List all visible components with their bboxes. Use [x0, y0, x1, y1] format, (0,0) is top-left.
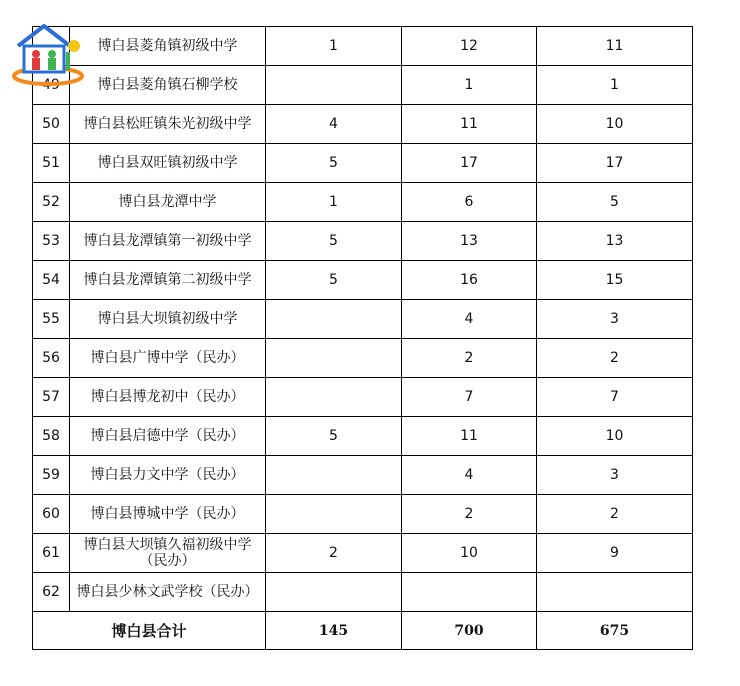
school-name: 博白县广博中学（民办） [70, 339, 266, 378]
table-row [33, 144, 693, 183]
row-index: 61 [33, 534, 70, 573]
table-row [33, 222, 693, 261]
value-c: 10 [537, 105, 693, 144]
value-c: 3 [537, 456, 693, 495]
table-row [33, 105, 693, 144]
school-name: 博白县松旺镇朱光初级中学 [70, 105, 266, 144]
value-c [537, 573, 693, 612]
value-a: 2 [266, 534, 402, 573]
table-row [33, 339, 693, 378]
school-name: 博白县菱角镇初级中学 [70, 27, 266, 66]
row-index: 56 [33, 339, 70, 378]
school-name: 博白县大坝镇初级中学 [70, 300, 266, 339]
row-index: 58 [33, 417, 70, 456]
value-c: 2 [537, 495, 693, 534]
value-b: 12 [402, 27, 537, 66]
table-row [33, 261, 693, 300]
row-index: 57 [33, 378, 70, 417]
row-index: 52 [33, 183, 70, 222]
value-b [402, 573, 537, 612]
value-c: 5 [537, 183, 693, 222]
value-a [266, 495, 402, 534]
value-b: 11 [402, 417, 537, 456]
row-index: 54 [33, 261, 70, 300]
school-name: 博白县大坝镇久福初级中学（民办） [70, 534, 266, 573]
value-a: 4 [266, 105, 402, 144]
total-row [33, 612, 693, 650]
table-row [33, 534, 693, 573]
value-c: 2 [537, 339, 693, 378]
school-name: 博白县博龙初中（民办） [70, 378, 266, 417]
value-b: 10 [402, 534, 537, 573]
row-index: 55 [33, 300, 70, 339]
row-index: 60 [33, 495, 70, 534]
table-row [33, 495, 693, 534]
school-name: 博白县博城中学（民办） [70, 495, 266, 534]
row-index: 51 [33, 144, 70, 183]
value-c: 15 [537, 261, 693, 300]
value-b: 13 [402, 222, 537, 261]
value-a: 5 [266, 417, 402, 456]
value-a: 5 [266, 144, 402, 183]
value-c: 13 [537, 222, 693, 261]
row-index: 49 [33, 66, 70, 105]
site-logo [8, 16, 90, 90]
table-row [33, 66, 693, 105]
value-c: 11 [537, 27, 693, 66]
school-name: 博白县双旺镇初级中学 [70, 144, 266, 183]
school-name: 博白县龙潭中学 [70, 183, 266, 222]
row-index: 50 [33, 105, 70, 144]
school-name: 博白县力文中学（民办） [70, 456, 266, 495]
value-b: 2 [402, 339, 537, 378]
value-c: 7 [537, 378, 693, 417]
table-row [33, 573, 693, 612]
value-c: 10 [537, 417, 693, 456]
value-a: 5 [266, 261, 402, 300]
value-a [266, 378, 402, 417]
table-row [33, 300, 693, 339]
row-index: 62 [33, 573, 70, 612]
value-a: 5 [266, 222, 402, 261]
total-label: 博白县合计 [33, 612, 266, 650]
school-name: 博白县龙潭镇第一初级中学 [70, 222, 266, 261]
school-name: 博白县菱角镇石柳学校 [70, 66, 266, 105]
school-name: 博白县启德中学（民办） [70, 417, 266, 456]
value-c: 1 [537, 66, 693, 105]
table-row [33, 378, 693, 417]
total-a: 145 [266, 612, 402, 650]
value-c: 3 [537, 300, 693, 339]
table-row [33, 417, 693, 456]
school-stats-table [32, 26, 693, 650]
value-b: 17 [402, 144, 537, 183]
value-b: 4 [402, 456, 537, 495]
value-a [266, 339, 402, 378]
value-b: 7 [402, 378, 537, 417]
value-a [266, 573, 402, 612]
row-index: 53 [33, 222, 70, 261]
value-a [266, 456, 402, 495]
value-c: 17 [537, 144, 693, 183]
row-index: 59 [33, 456, 70, 495]
value-b: 16 [402, 261, 537, 300]
value-a [266, 300, 402, 339]
value-c: 9 [537, 534, 693, 573]
total-b: 700 [402, 612, 537, 650]
value-b: 4 [402, 300, 537, 339]
value-a: 1 [266, 27, 402, 66]
value-b: 1 [402, 66, 537, 105]
value-b: 11 [402, 105, 537, 144]
house-logo-icon [8, 16, 90, 90]
school-name: 博白县龙潭镇第二初级中学 [70, 261, 266, 300]
value-b: 2 [402, 495, 537, 534]
value-a [266, 66, 402, 105]
value-b: 6 [402, 183, 537, 222]
total-c: 675 [537, 612, 693, 650]
table-row [33, 27, 693, 66]
value-a: 1 [266, 183, 402, 222]
table-row [33, 456, 693, 495]
table-row [33, 183, 693, 222]
school-name: 博白县少林文武学校（民办） [70, 573, 266, 612]
table-body [33, 27, 693, 650]
